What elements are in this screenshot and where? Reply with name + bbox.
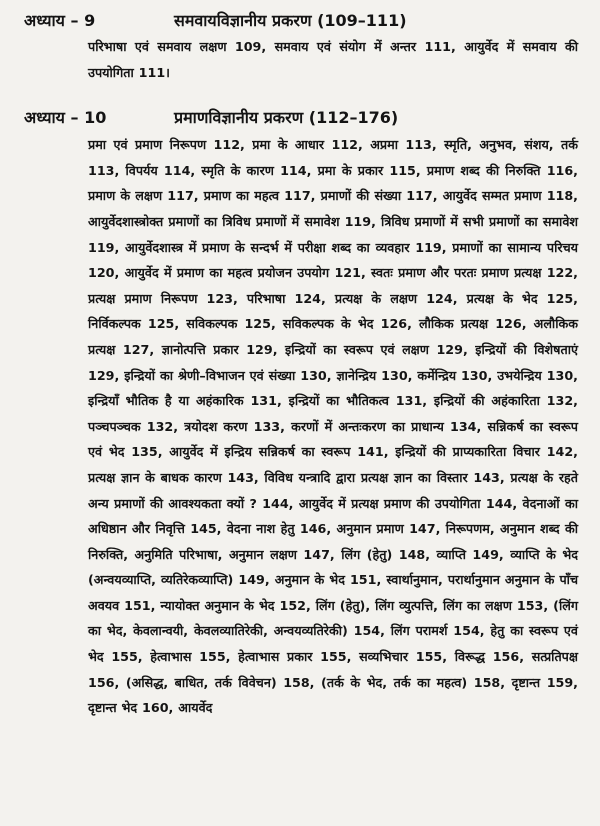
chapter-title: समवायविज्ञानीय प्रकरण (109–111) <box>174 11 407 30</box>
chapter-10 <box>24 107 578 721</box>
chapter-heading <box>24 10 578 32</box>
chapter-heading <box>24 107 578 129</box>
chapter-contents: परिभाषा एवं समवाय लक्षण 109, समवाय एवं संयोग में अन्तर 111, आयुर्वेद में समवाय की उपयोगिता 111। <box>88 39 578 80</box>
chapter-title: प्रमाणविज्ञानीय प्रकरण (112–176) <box>174 108 399 128</box>
chapter-number: अध्याय – 10 <box>24 108 107 128</box>
chapter-number: अध्याय – 9 <box>24 11 96 30</box>
chapter-9 <box>24 10 578 85</box>
chapter-contents: प्रमा एवं प्रमाण निरूपण 112, प्रमा के आधार 112, अप्रमा 113, स्मृति, अनुभव, संशय, तर्क 113, विपर्यय 114, स्मृति के कारण 114, प्रमा के प्रकार 115, प्रमाण शब्द की निरुक्ति 116, प्रमाण के लक्षण 117, प्रमाण का महत्व 117, प्रमाणों की संख्या 117, आयुर्वेद सम्मत प्रमाण 118, आयुर्वेदशास्त्रोक्त प्रमाणों का त्रिविध प्रमाणों में समावेश 119, त्रिविध प्रमाणों में सभी प्रमाणों का समावेश 119, आयुर्वेदशास्त्र में प्रमाण के सन्दर्भ में परीक्षा शब्द का व्यवहार 119, प्रमाणों का सामान्य परिचय 120, आयुर्वेद में प्रमाण का महत्व प्रयोजन उपयोग 121, स्वतः प्रमाण और परतः प्रमाण प्रत्यक्ष 122, प्रत्यक्ष प्रमाण निरूपण 123, परिभाषा 124, प्रत्यक्ष के लक्षण 124, प्रत्यक्ष के भेद 125, निर्विकल्पक 125, सविकल्पक 125, सविकल्पक के भेद 126, लौकिक प्रत्यक्ष 126, अलौकिक प्रत्यक्ष 127, ज्ञानोत्पत्ति प्रकार 129, इन्द्रियों का स्वरूप एवं लक्षण 129, इन्द्रियों की विशेषताएं 129, इन्द्रियों का श्रेणी–विभाजन एवं संख्या 130, ज्ञानेन्द्रिय 130, कर्मेन्द्रिय 130, उभयेन्द्रिय 130, इन्द्रियाँ भौतिक है या अहंकारिक 131, इन्द्रियों का भौतिकत्व 131, इन्द्रियों की अहंकारिता 132, पञ्चपञ्चक 132, त्रयोदश करण 133, करणों में अन्तःकरण का प्राधान्य 134, सन्निकर्ष का स्वरूप एवं भेद 135, आयुर्वेद में इन्द्रिय सन्निकर्ष का स्वरूप 141, इन्द्रियों की प्राप्यकारिता विचार 142, प्रत्यक्ष ज्ञान के बाधक कारण 143, विविध यन्त्रादि द्वारा प्रत्यक्ष ज्ञान का विस्तार 143, प्रत्यक्ष के रहते अन्य प्रमाणों की आवश्यकता क्यों ? 144, आयुर्वेद में प्रत्यक्ष प्रमाण की उपयोगिता 144, वेदनाओं का अधिष्ठान और निवृत्ति 145, वेदना नाश हेतु 146, अनुमान प्रमाण 147, निरूपणम, अनुमान शब्द की निरुक्ति, अनुमिति परिभाषा, अनुमान लक्षण 147, लिंग (हेतु) 148, व्याप्ति 149, व्याप्ति के भेद (अन्वयव्याप्ति, व्यतिरेकव्याप्ति) 149, अनुमान के भेद 151, स्वार्थानुमान, परार्थानुमान अनुमान के पाँच अवयव 151, न्यायोक्त अनुमान के भेद 152, लिंग (हेतु), लिंग व्युत्पत्ति, लिंग का लक्षण 153, (लिंग का भेद, केवलान्वयी, केवलव्यातिरेकी, अन्वयव्यतिरेकी) 154, लिंग परामर्श 154, हेतु का स्वरूप एवं भेद 155, हेत्वाभास 155, हेत्वाभास प्रकार 155, सव्यभिचार 155, विरूद्ध 156, सत्प्रतिपक्ष 156, (असिद्ध, बाधित, तर्क विवेचन) 158, (तर्क के भेद, तर्क का महत्व) 158, दृष्टान्त 159, दृष्टान्त भेद 160, आयर्वेद <box>88 137 578 716</box>
